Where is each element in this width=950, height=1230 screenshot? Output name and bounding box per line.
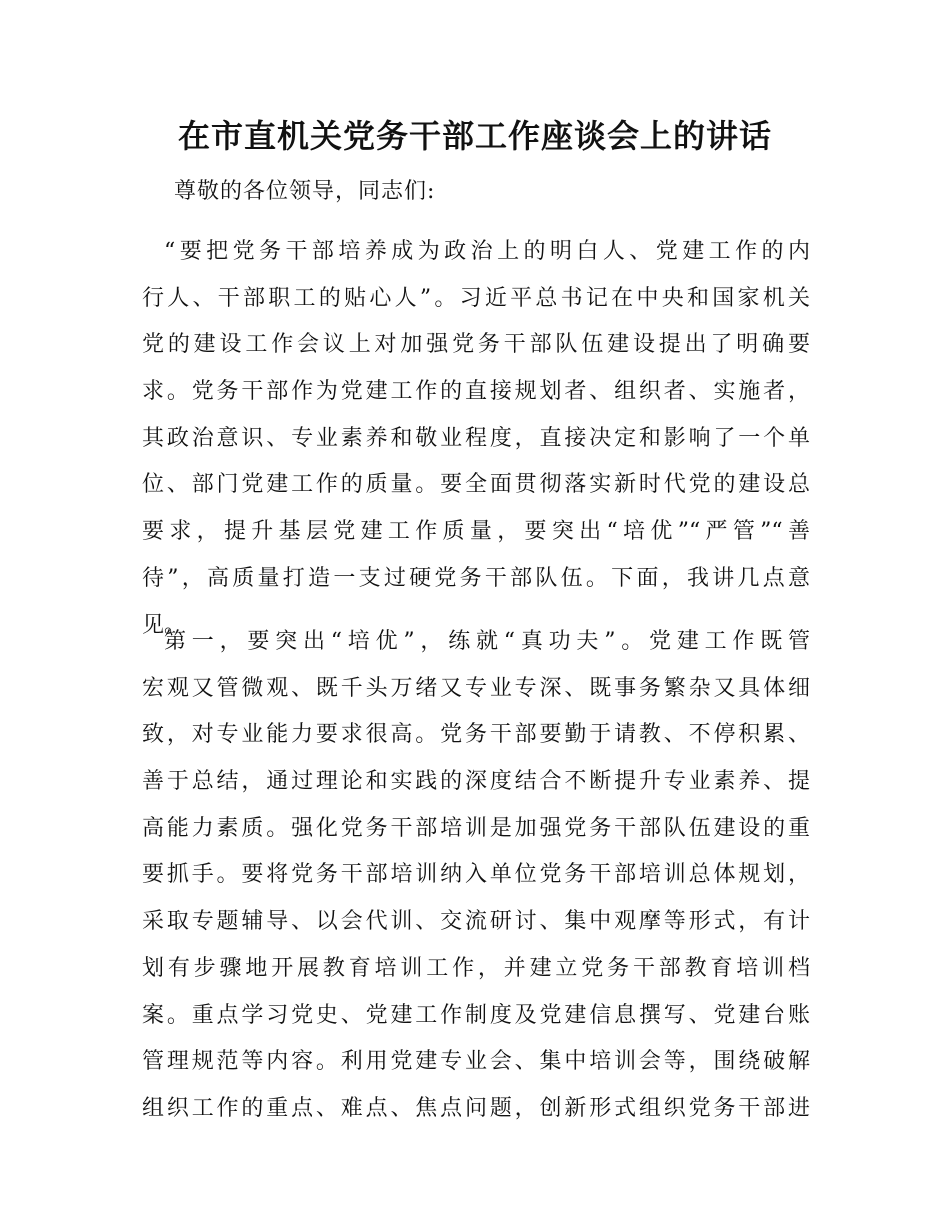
paragraph-line: 见。 [142,612,187,638]
paragraph-intro [142,229,810,649]
paragraph-line: 要求，提升基层党建工作质量，要突出“培优”“严管”“善 [142,519,810,545]
paragraph-line: 第一，要突出“培优”，练就“真功夫”。党建工作既管 [164,629,810,654]
salutation: 尊敬的各位领导，同志们: [174,179,436,204]
paragraph-line: 行人、干部职工的贴心人”。习近平总书记在中央和国家机关 [142,285,810,311]
paragraph-line: 致，对专业能力要求很高。党务干部要勤于请教、不停积累、 [142,722,810,748]
paragraph-line: 善于总结，通过理论和实践的深度结合不断提升专业素养、提 [142,769,810,795]
paragraph-line: 位、部门党建工作的质量。要全面贯彻落实新时代党的建设总 [142,472,810,498]
paragraph-line: 要抓手。要将党务干部培训纳入单位党务干部培训总体规划， [142,862,810,888]
paragraph-line: 党的建设工作会议上对加强党务干部队伍建设提出了明确要 [142,332,810,358]
paragraph-line: 管理规范等内容。利用党建专业会、集中培训会等，围绕破解 [142,1049,810,1075]
paragraph-line: 高能力素质。强化党务干部培训是加强党务干部队伍建设的重 [142,815,810,841]
paragraph-line: 采取专题辅导、以会代训、交流研讨、集中观摩等形式，有计 [142,909,810,935]
paragraph-line: 案。重点学习党史、党建工作制度及党建信息撰写、党建台账 [142,1002,810,1028]
paragraph-line: 划有步骤地开展教育培训工作，并建立党务干部教育培训档 [142,955,810,981]
document-title: 在市直机关党务干部工作座谈会上的讲话 [177,117,772,155]
paragraph-first-point [142,619,810,1133]
paragraph-line: 组织工作的重点、难点、焦点问题，创新形式组织党务干部进 [142,1095,810,1121]
paragraph-line: 待”，高质量打造一支过硬党务干部队伍。下面，我讲几点意 [142,565,810,591]
paragraph-line: 求。党务干部作为党建工作的直接规划者、组织者、实施者， [142,379,810,405]
paragraph-line: 其政治意识、专业素养和敬业程度，直接决定和影响了一个单 [142,425,810,451]
paragraph-line: “要把党务干部培养成为政治上的明白人、党建工作的内 [164,239,810,264]
paragraph-line: 宏观又管微观、既千头万绪又专业专深、既事务繁杂又具体细 [142,675,810,701]
